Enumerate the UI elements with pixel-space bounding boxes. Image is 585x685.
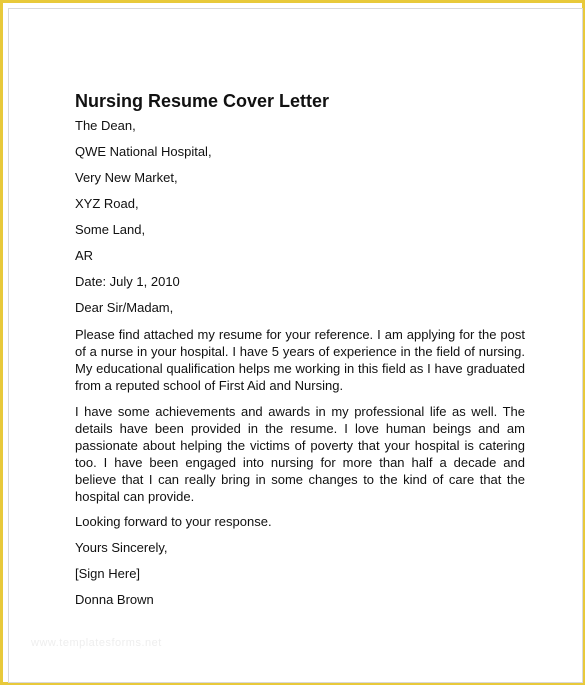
address-line-2: QWE National Hospital, <box>75 144 212 159</box>
address-line-3: Very New Market, <box>75 170 178 185</box>
document-page <box>8 8 583 683</box>
letter-date: Date: July 1, 2010 <box>75 274 180 289</box>
signer-name: Donna Brown <box>75 592 154 607</box>
watermark: www.templatesforms.net <box>31 637 162 649</box>
salutation: Dear Sir/Madam, <box>75 300 174 315</box>
letter-title: Nursing Resume Cover Letter <box>75 91 330 111</box>
address-line-1: The Dean, <box>75 118 136 133</box>
letter-body <box>75 90 525 618</box>
address-line-6: AR <box>75 248 94 263</box>
sign-off: Yours Sincerely, <box>75 540 168 555</box>
closing-line: Looking forward to your response. <box>75 514 272 529</box>
address-line-5: Some Land, <box>75 222 146 237</box>
address-line-4: XYZ Road, <box>75 196 139 211</box>
body-paragraph-2: I have some achievements and awards in my professional life as well. The details have been provided in the resume. I love human beings and am passionate about helping the victims of poverty that your hospital is catering too. I have been engaged into nursing for more than half a decade and believe that I can really bring in some changes to the kind of care that the hospital can provide. <box>75 404 525 504</box>
signature-placeholder: [Sign Here] <box>75 566 141 581</box>
body-paragraph-1: Please find attached my resume for your reference. I am applying for the post of a nurse in your hospital. I have 5 years of experience in the field of nursing. My educational qualification helps me working in this field as I have graduated from a reputed school of First Aid and Nursing. <box>75 327 525 393</box>
